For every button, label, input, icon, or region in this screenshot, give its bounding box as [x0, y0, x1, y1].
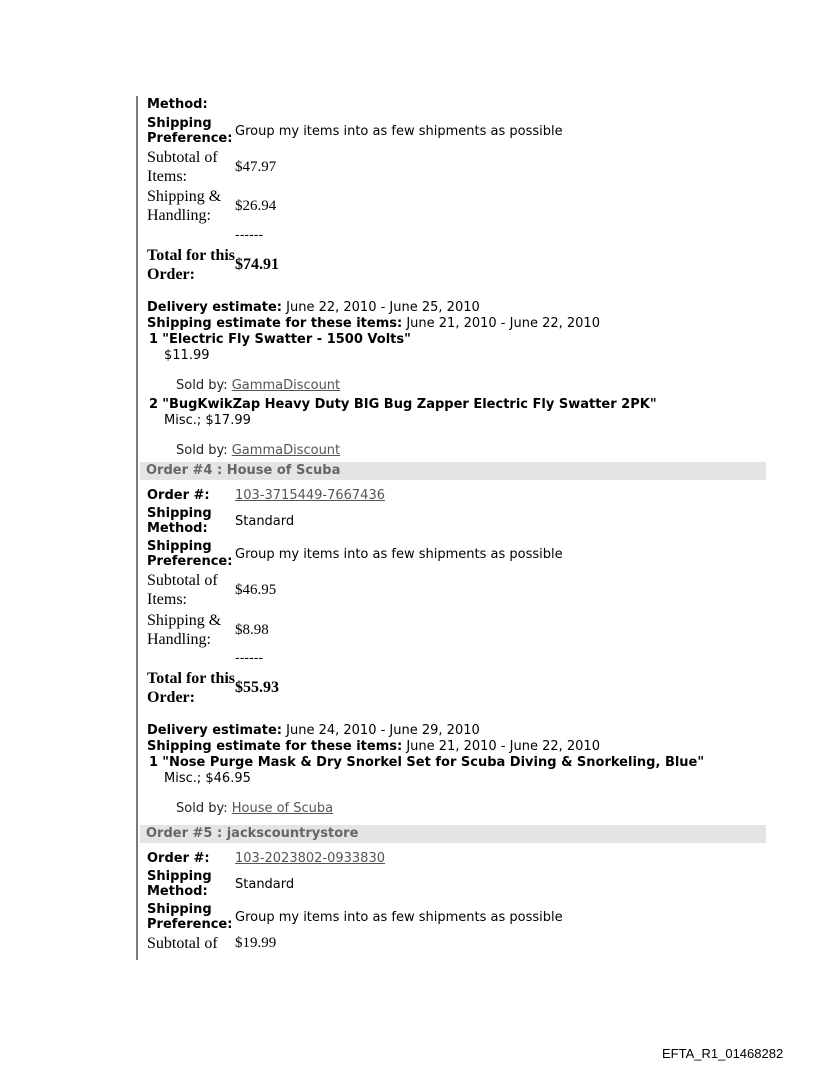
preference-label: Shipping Preference: [147, 116, 233, 146]
shipping-label: Shipping & Handling: [147, 188, 222, 224]
method-label: Method: [147, 97, 208, 112]
sold-by: Sold by: House of Scuba [176, 801, 334, 816]
order-number-label: Order #: [147, 488, 210, 503]
order-number-link[interactable]: 103-2023802-0933830 [235, 851, 385, 866]
preference-value: Group my items into as few shipments as possible [235, 909, 563, 925]
subtotal-row [147, 934, 276, 953]
shipping-method-row [147, 869, 294, 899]
total-value: $55.93 [235, 679, 279, 696]
shipping-estimate: Shipping estimate for these items: June 21, 2010 - June 22, 2010 [147, 316, 600, 331]
seller-link[interactable]: GammaDiscount [231, 443, 341, 458]
list-item: 1 "Electric Fly Swatter - 1500 Volts" [149, 332, 411, 347]
subtotal-label: Subtotal of [147, 935, 218, 952]
shipping-method-row [147, 506, 294, 536]
separator: ------ [235, 228, 264, 243]
total-value: $74.91 [235, 256, 279, 273]
separator-row [147, 651, 263, 666]
shipping-value: $26.94 [235, 197, 277, 214]
item-price: Misc.; $46.95 [164, 771, 251, 786]
delivery-estimate: Delivery estimate: June 22, 2010 - June 25, 2010 [147, 300, 480, 315]
preference-row [147, 902, 563, 932]
separator-row [147, 228, 263, 243]
shipping-method-label: Shipping Method: [147, 506, 212, 536]
order-number-label: Order #: [147, 851, 210, 866]
item-price: $11.99 [164, 348, 210, 363]
shipping-method-value: Standard [235, 876, 295, 892]
shipping-label: Shipping & Handling: [147, 612, 222, 648]
seller-link[interactable]: House of Scuba [231, 801, 334, 816]
shipping-row [147, 611, 269, 649]
shipping-estimate: Shipping estimate for these items: June 21, 2010 - June 22, 2010 [147, 739, 600, 754]
left-border [136, 96, 138, 960]
total-label: Total for this Order: [147, 670, 236, 706]
preference-value: Group my items into as few shipments as possible [235, 546, 563, 562]
total-row [147, 669, 279, 707]
subtotal-row [147, 571, 276, 609]
order-number-link[interactable]: 103-3715449-7667436 [235, 488, 385, 503]
list-item: 1 "Nose Purge Mask & Dry Snorkel Set for Scuba Diving & Snorkeling, Blue" [149, 755, 705, 770]
sold-by: Sold by: GammaDiscount [176, 443, 341, 458]
preference-label: Shipping Preference: [147, 539, 233, 569]
sold-by: Sold by: GammaDiscount [176, 378, 341, 393]
document-id: EFTA_R1_01468282 [662, 1046, 784, 1061]
shipping-method-label: Shipping Method: [147, 869, 212, 899]
total-label: Total for this Order: [147, 247, 236, 283]
order-number-row [147, 488, 385, 503]
separator: ------ [235, 651, 264, 666]
shipping-row [147, 187, 276, 225]
preference-row [147, 116, 563, 146]
seller-link[interactable]: GammaDiscount [231, 378, 341, 393]
item-price: Misc.; $17.99 [164, 413, 251, 428]
subtotal-label: Subtotal of Items: [147, 572, 218, 608]
subtotal-row [147, 148, 276, 186]
preference-value: Group my items into as few shipments as possible [235, 123, 563, 139]
order-header: Order #4 : House of Scuba [140, 462, 766, 480]
preference-label: Shipping Preference: [147, 902, 233, 932]
subtotal-label: Subtotal of Items: [147, 149, 218, 185]
subtotal-value: $46.95 [235, 581, 277, 598]
shipping-method-value: Standard [235, 513, 295, 529]
preference-row [147, 539, 563, 569]
method-row [147, 97, 235, 112]
subtotal-value: $47.97 [235, 158, 277, 175]
total-row [147, 246, 279, 284]
order-number-row [147, 851, 385, 866]
subtotal-value: $19.99 [235, 935, 277, 951]
order-header: Order #5 : jackscountrystore [140, 825, 766, 843]
shipping-value: $8.98 [235, 621, 269, 638]
list-item: 2 "BugKwikZap Heavy Duty BIG Bug Zapper Electric Fly Swatter 2PK" [149, 397, 657, 412]
delivery-estimate: Delivery estimate: June 24, 2010 - June 29, 2010 [147, 723, 480, 738]
